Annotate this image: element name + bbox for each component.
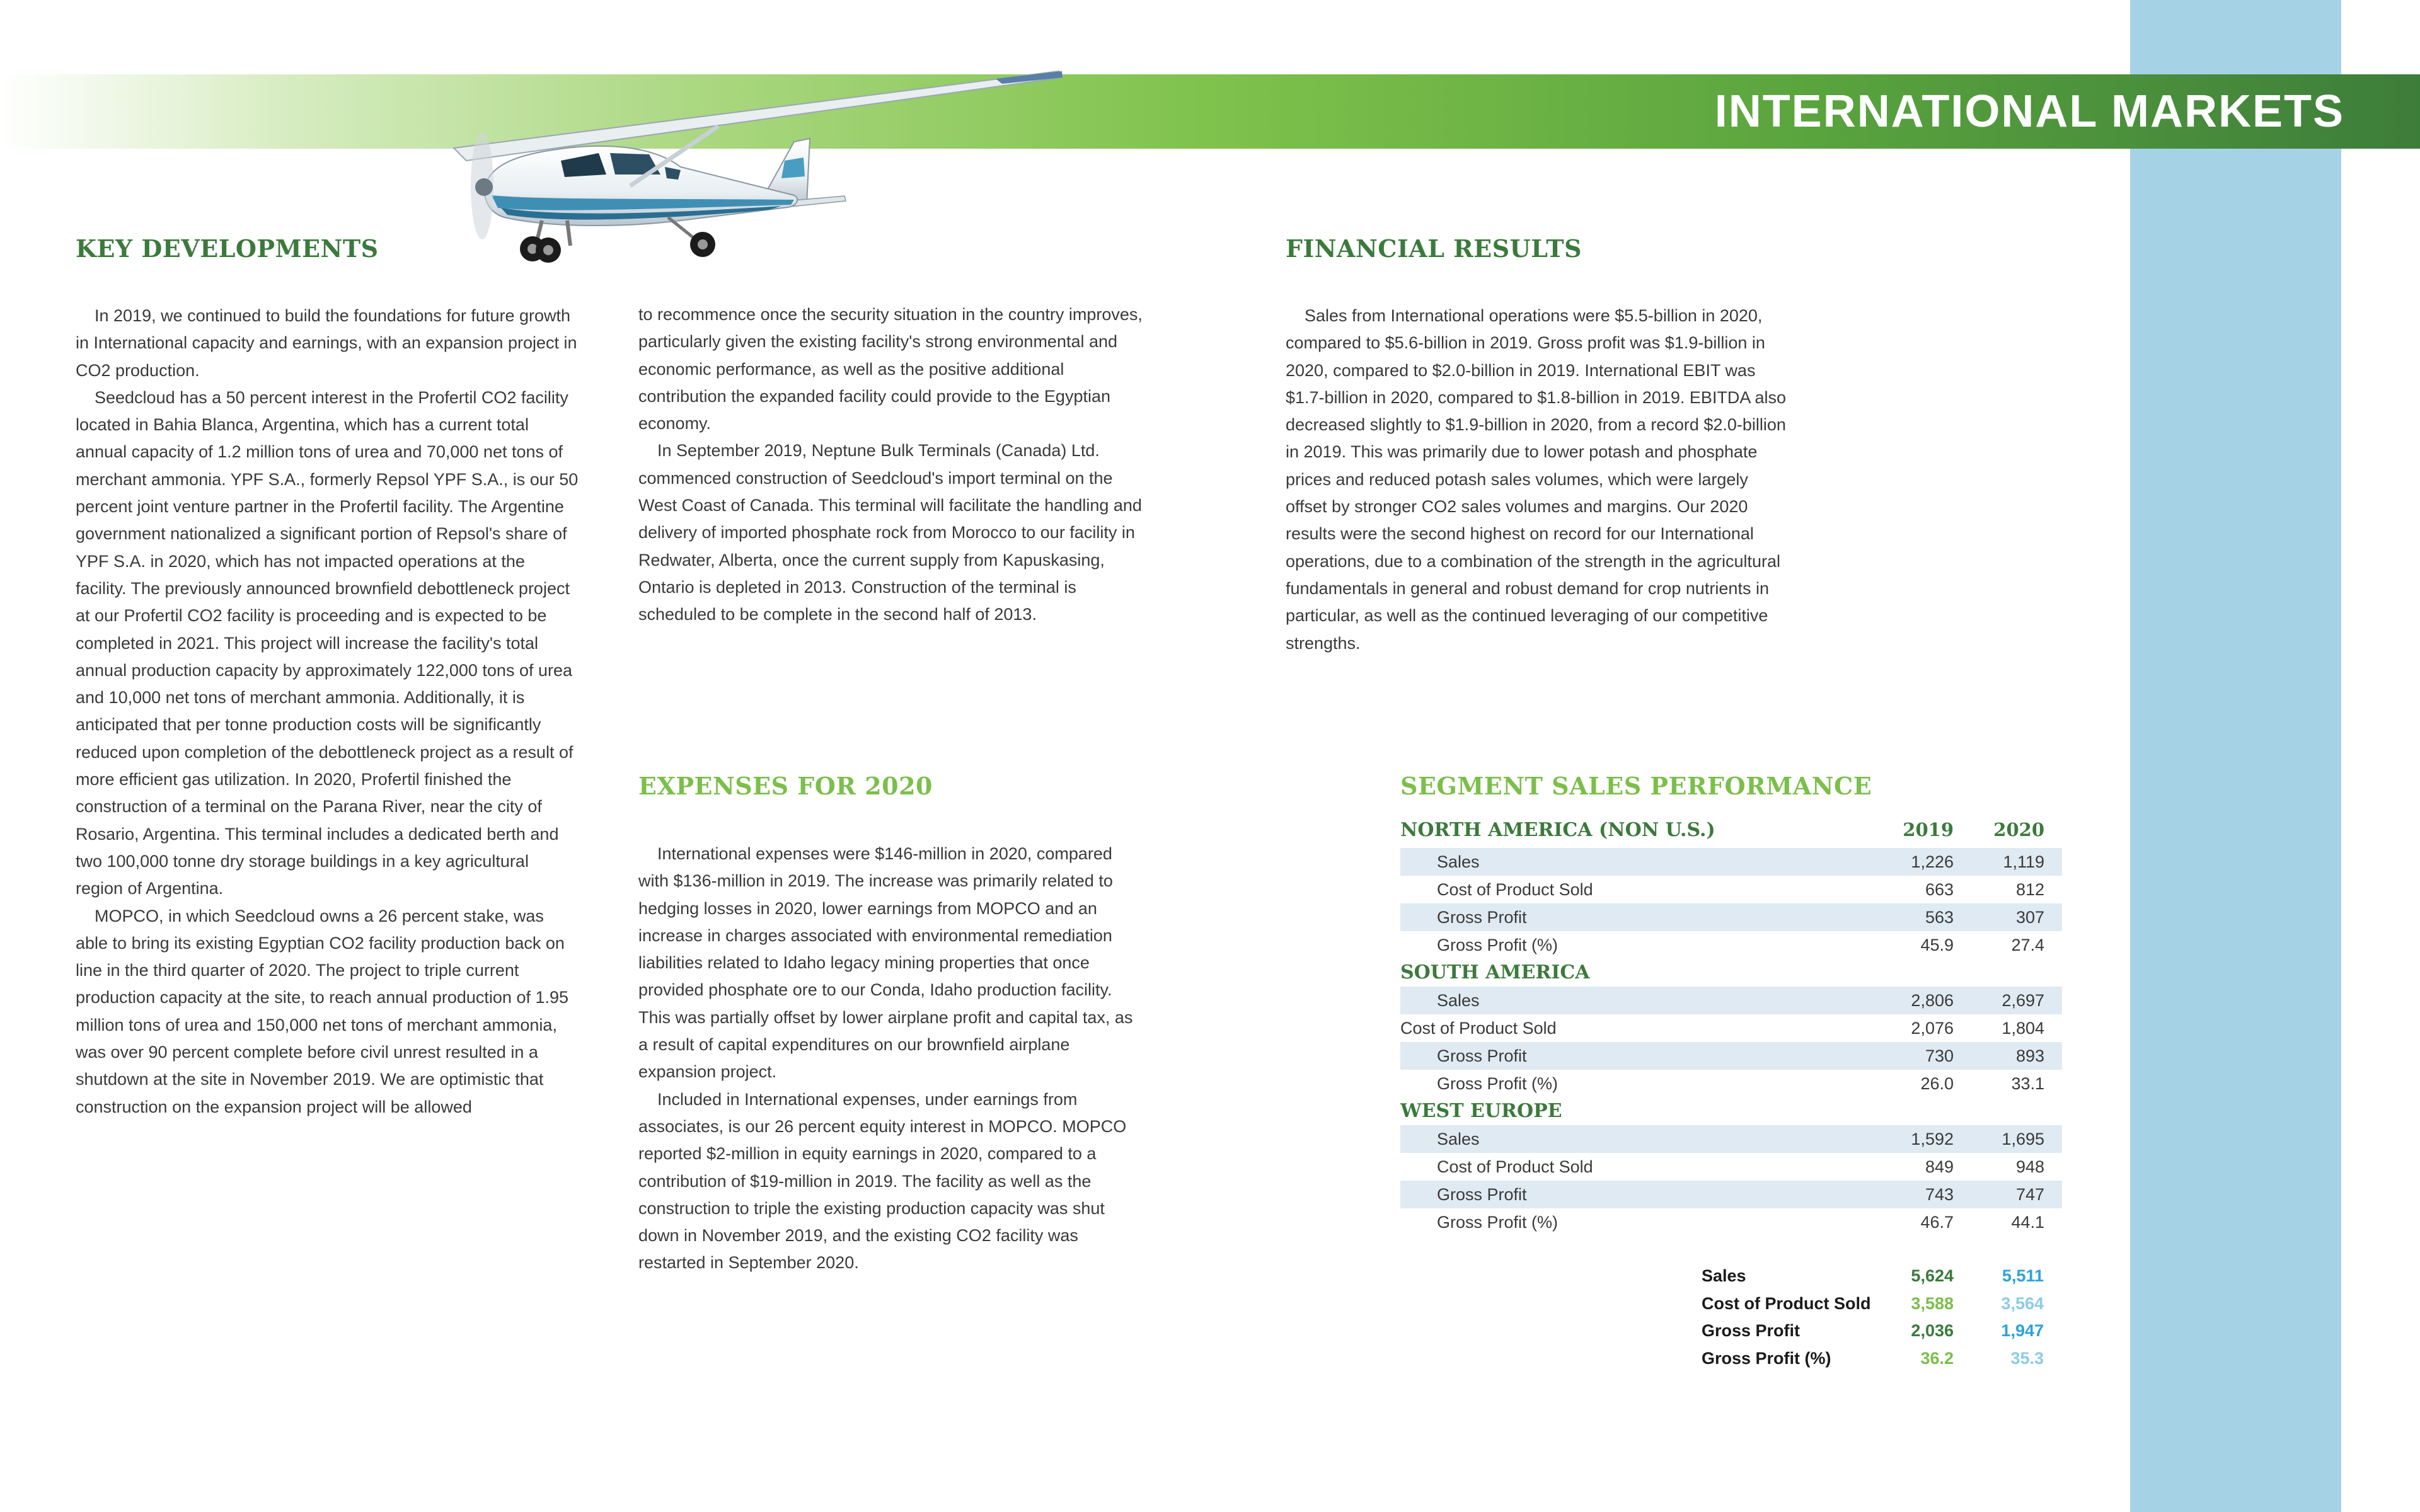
paragraph: to recommence once the security situation in the country improves, particularly given the existing facility's strong environmental and economic performance, as well as the positive additional contribution the expanded facility could provide to the Egyptian economy. [638,305,1143,433]
region-north-america: NORTH AMERICA (NON U.S.) [1400,819,1715,841]
year-2019-header: 2019 [1903,819,1954,840]
table-row: Sales 1,592 1,695 [1400,1125,2062,1153]
table-row: Sales 2,806 2,697 [1400,987,2062,1014]
totals-row: Cost of Product Sold 3,588 3,564 [1702,1293,2044,1313]
header-banner [0,74,2420,149]
region-south-america: SOUTH AMERICA [1400,961,1590,983]
year-2020-header: 2020 [1993,819,2044,840]
paragraph: International expenses were $146-million in 2020, compared with $136-million in 2019. The increase was primarily related to hedging losses in 2020, lower earnings from MOPCO and an increase in charges associated with environmental remediation liabilities related to Idaho legacy mining properties that once provided phosphate ore to our Conda, Idaho production facility. This was partially offset by lower airplane profit and capital tax, as a result of capital expenditures on our brownfield airplane expansion project. [638,844,1133,1082]
financial-results-heading: FINANCIAL RESULTS [1286,234,1582,263]
totals-row: Gross Profit (%) 36.2 35.3 [1702,1348,2044,1368]
paragraph: MOPCO, in which Seedcloud owns a 26 percent stake, was able to bring its existing Egyptian CO2 facility production back on line in the third quarter of 2020. The project to triple current production capacity at the site, to reach annual production of 1.95 million tons of urea and 150,000 net tons of merchant ammonia, was over 90 percent complete before civil unrest resulted in a shutdown at the site in November 2019. We are optimistic that construction on the expansion project will be allowed [76,906,569,1116]
region-west-europe: WEST EUROPE [1400,1100,1562,1122]
table-row: Cost of Product Sold 663 812 [1437,880,2044,899]
side-color-strip [2130,0,2341,1512]
expenses-body [638,840,1143,1277]
totals-row: Sales 5,624 5,511 [1702,1266,2044,1285]
table-row: Sales 1,226 1,119 [1400,848,2062,876]
table-row: Gross Profit 730 893 [1400,1042,2062,1070]
table-row: Gross Profit (%) 46.7 44.1 [1437,1213,2044,1232]
key-developments-col2 [638,301,1143,629]
paragraph: Included in International expenses, under earnings from associates, is our 26 percent equity interest in MOPCO. MOPCO reported $2-million in equity earnings in 2020, compared to a contribution of $19-million in 2019. The facility as well as the construction to triple the existing production capacity was shut down in November 2019, and the existing CO2 facility was restarted in September 2020. [638,1089,1127,1273]
paragraph: Seedcloud has a 50 percent interest in the Profertil CO2 facility located in Bahia Blanca, Argentina, which has a current total annual capacity of 1.2 million tons of urea and 70,000 net tons of merchant ammonia. YPF S.A., formerly Repsol YPF S.A., is our 50 percent joint venture partner in the Profertil facility. The Argentine government nationalized a significant portion of Repsol's share of YPF S.A. in 2020, which has not impacted operations at the facility. The previously announced brownfield debottleneck project at our Profertil CO2 facility is proceeding and is expected to be completed in 2021. This project will increase the facility's total annual production capacity by approximately 122,000 tons of urea and 10,000 net tons of merchant ammonia. Additionally, it is anticipated that per tonne production costs will be significantly reduced upon completion of the debottleneck project as a result of more efficient gas utilization. In 2020, Profertil finished the construction of a terminal on the Parana River, near the city of Rosario, Argentina. This terminal includes a dedicated berth and two 100,000 tonne dry storage buildings in a key agricultural region of Argentina. [76,387,579,898]
segment-heading: SEGMENT SALES PERFORMANCE [1400,772,1872,800]
totals-row: Gross Profit 2,036 1,947 [1702,1321,2044,1340]
table-row: Gross Profit (%) 26.0 33.1 [1437,1074,2044,1093]
paragraph: Sales from International operations were $5.5-billion in 2020, compared to $5.6-billion in 2019. Gross profit was $1.9-billion in 2020, compared to $2.0-billion in 2019. International EBIT was $1.7-billion in 2020, compared to $1.8-billion in 2019. EBITDA also decreased slightly to $1.9-billion in 2020, from a record $2.0-billion in 2019. This was primarily due to lower potash and phosphate prices and reduced potash sales volumes, which were largely offset by stronger CO2 sales volumes and margins. Our 2020 results were the second highest on record for our International operations, due to a combination of the strength in the agricultural fundamentals in general and robust demand for crop nutrients in particular, as well as the continued leveraging of our competitive strengths. [1286,306,1786,653]
table-row: Cost of Product Sold 2,076 1,804 [1400,1019,2044,1038]
table-row: Cost of Product Sold 849 948 [1437,1157,2044,1176]
segment-totals [1702,1263,2054,1372]
table-row: Gross Profit (%) 45.9 27.4 [1437,936,2044,954]
table-row: Gross Profit 563 307 [1400,903,2062,931]
table-row: Gross Profit 743 747 [1400,1181,2062,1208]
page-title: INTERNATIONAL MARKETS [1714,86,2344,137]
paragraph: In September 2019, Neptune Bulk Terminals (Canada) Ltd. commenced construction of Seedcloud's import terminal on the West Coast of Canada. This terminal will facilitate the handling and delivery of imported phosphate rock from Morocco to our facility in Redwater, Alberta, once the current supply from Kapuskasing, Ontario is depleted in 2013. Construction of the terminal is scheduled to be complete in the second half of 2013. [638,441,1142,624]
financial-results-body [1286,302,1790,657]
expenses-heading: EXPENSES FOR 2020 [638,772,933,800]
region-row [1400,1097,2062,1125]
airplane-image [441,66,1065,274]
paragraph: In 2019, we continued to build the foundations for future growth in International capacity and earnings, with an expansion project in CO2 production. [76,306,577,380]
region-row [1400,959,2062,987]
key-developments-heading: KEY DEVELOPMENTS [76,234,379,263]
segment-table [1400,819,2062,1236]
table-header [1400,819,2062,848]
key-developments-col1 [76,302,580,1121]
